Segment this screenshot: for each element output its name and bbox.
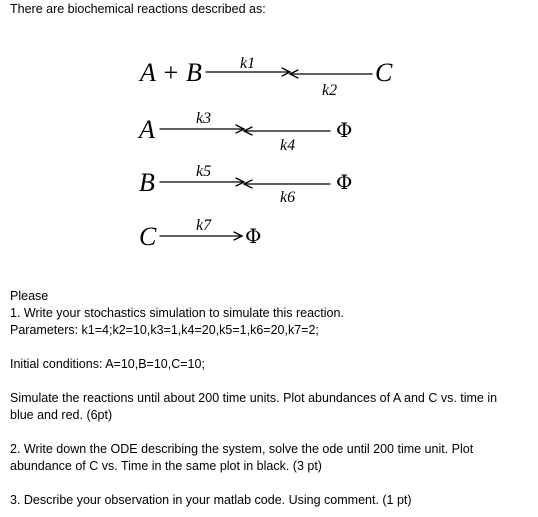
reaction3-forward-rate: k5	[196, 163, 212, 180]
reaction1-reactants: A + B	[140, 58, 202, 87]
reaction2-product-null: Φ	[336, 118, 353, 142]
reaction1-reverse-rate: k2	[322, 82, 338, 99]
reaction4-product-null: Φ	[245, 224, 262, 248]
reaction3-forward-arrow-icon	[160, 178, 244, 186]
question2-text: 2. Write down the ODE describing the system, solve the ode until 200 time unit. Plot abundance of C vs. Time in the same plot in black. (3 pt)	[10, 442, 474, 473]
reaction4-forward-rate: k7	[196, 217, 212, 234]
reaction2-reactant: A	[139, 115, 155, 144]
reaction4-forward-arrow-icon	[160, 232, 242, 240]
reaction3-reverse-rate: k6	[280, 189, 296, 206]
please-text: Please	[10, 289, 49, 303]
reaction1-forward-rate: k1	[240, 55, 256, 72]
initial-conditions-text: Initial conditions: A=10,B=10,C=10;	[10, 357, 205, 371]
intro-text: There are biochemical reactions described as:	[10, 2, 266, 16]
reaction1-product: C	[375, 58, 393, 87]
reaction1-forward-arrow-icon	[206, 68, 290, 76]
question3-text: 3. Describe your observation in your matlab code. Using comment. (1 pt)	[10, 493, 412, 507]
reaction2-reverse-rate: k4	[280, 137, 296, 154]
reaction3-product-null: Φ	[336, 170, 353, 194]
parameters-text: Parameters: k1=4;k2=10,k3=1,k4=20,k5=1,k6=20,k7=2;	[10, 323, 319, 337]
reaction1-reverse-arrow-icon	[290, 70, 372, 78]
reaction4-reactant: C	[139, 222, 157, 251]
reaction2-forward-rate: k3	[196, 110, 212, 127]
reaction3-reverse-arrow-icon	[244, 180, 330, 188]
question1-text: 1. Write your stochastics simulation to simulate this reaction.	[10, 306, 344, 320]
simulate-instructions-text: Simulate the reactions until about 200 time units. Plot abundances of A and C vs. time in blue and red. (6pt)	[10, 391, 498, 422]
reaction2-reverse-arrow-icon	[244, 127, 330, 135]
reaction2-forward-arrow-icon	[160, 125, 244, 133]
reaction3-reactant: B	[139, 168, 155, 197]
